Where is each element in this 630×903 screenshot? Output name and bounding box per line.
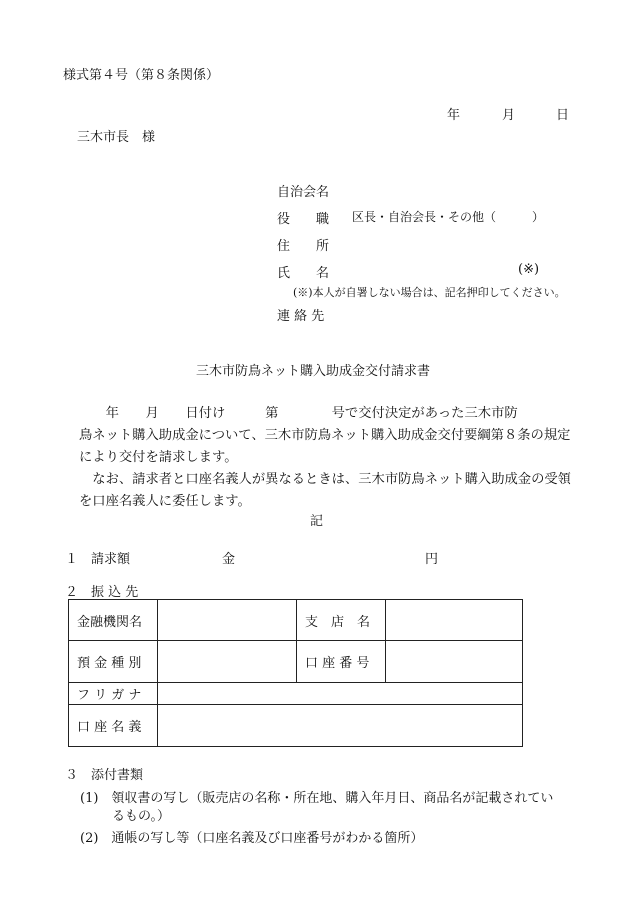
address-label: 住 所 bbox=[277, 239, 330, 254]
association-label: 自治会名 bbox=[277, 185, 330, 200]
item1-yen: 円 bbox=[425, 552, 439, 567]
name-label: 氏 名 bbox=[277, 266, 330, 281]
item3-sub2: (2) 通帳の写し等（口座名義及び口座番号がわかる箇所） bbox=[80, 831, 424, 846]
item3-label: ３ 添付書類 bbox=[65, 768, 144, 783]
name-note: (※)本人が自署しない場合は、記名押印してください。 bbox=[293, 286, 566, 299]
body-line-2: 鳥ネット購入助成金について、三木市防鳥ネット購入助成金交付要綱第８条の規定 bbox=[79, 428, 571, 443]
account-type-label: 預 金 種 別 bbox=[69, 641, 158, 683]
body-line-5: を口座名義人に委任します。 bbox=[79, 494, 251, 509]
ki-marker: 記 bbox=[310, 514, 324, 529]
position-value: 区長・自治会長・その他（ ） bbox=[352, 210, 545, 224]
contact-label: 連 絡 先 bbox=[277, 309, 325, 324]
branch-field[interactable] bbox=[386, 600, 523, 641]
addressee: 三木市長 様 bbox=[77, 130, 156, 145]
date-month-label: 月 bbox=[502, 108, 516, 123]
bank-row-account bbox=[69, 641, 523, 683]
position-label: 役 職 bbox=[277, 212, 330, 227]
furigana-label: フ リ ガ ナ bbox=[69, 683, 158, 705]
body-line-3: により交付を請求します。 bbox=[79, 450, 238, 465]
body-line-1: 年 月 日付け 第 号で交付決定があった三木市防 bbox=[79, 406, 518, 421]
account-number-field[interactable] bbox=[386, 641, 523, 683]
name-mark: (※) bbox=[518, 262, 540, 277]
item1-label: １ 請求額 bbox=[65, 552, 131, 567]
item3-sub1-line1: (1) 領収書の写し（販売店の名称・所在地、購入年月日、商品名が記載されてい bbox=[80, 791, 554, 806]
institution-label: 金融機関名 bbox=[69, 600, 158, 641]
furigana-field[interactable] bbox=[158, 683, 523, 705]
form-number: 様式第４号（第８条関係） bbox=[63, 68, 220, 83]
item2-label: ２ 振 込 先 bbox=[65, 585, 139, 600]
holder-label: 口 座 名 義 bbox=[69, 705, 158, 747]
institution-field[interactable] bbox=[158, 600, 297, 641]
document-title: 三木市防鳥ネット購入助成金交付請求書 bbox=[196, 364, 431, 379]
account-number-label: 口 座 番 号 bbox=[297, 641, 386, 683]
account-type-field[interactable] bbox=[158, 641, 297, 683]
holder-field[interactable] bbox=[158, 705, 523, 747]
body-line-4: なお、請求者と口座名義人が異なるときは、三木市防鳥ネット購入助成金の受領 bbox=[79, 472, 571, 487]
item3-sub1-line2: るもの。） bbox=[112, 809, 170, 824]
date-year-label: 年 bbox=[447, 108, 461, 123]
date-day-label: 日 bbox=[556, 108, 570, 123]
bank-table bbox=[68, 599, 523, 747]
branch-label: 支 店 名 bbox=[297, 600, 386, 641]
bank-row-furigana bbox=[69, 683, 523, 705]
bank-row-holder bbox=[69, 705, 523, 747]
bank-row-institution bbox=[69, 600, 523, 641]
item1-kin: 金 bbox=[222, 552, 236, 567]
